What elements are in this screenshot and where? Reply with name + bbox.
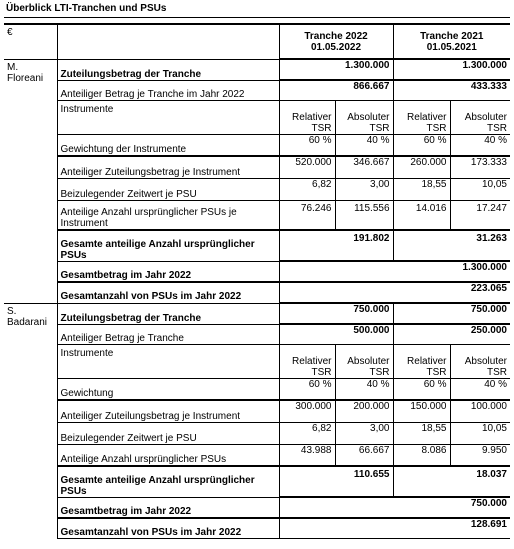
tranche-2021-label: Tranche 2021 bbox=[420, 30, 484, 42]
tranche-2022-header bbox=[279, 24, 393, 59]
row-label: Beizulegender Zeitwert je PSU bbox=[57, 422, 279, 444]
cell-value: 200.000 bbox=[335, 400, 393, 422]
table-row bbox=[4, 518, 510, 538]
cell-value: 60 % bbox=[393, 378, 450, 400]
row-label: Gewichtung bbox=[57, 378, 279, 400]
table-row bbox=[4, 100, 510, 134]
cell-value: 100.000 bbox=[450, 400, 510, 422]
row-label: Gesamtbetrag im Jahr 2022 bbox=[57, 497, 279, 518]
cell-value: 60 % bbox=[279, 378, 335, 400]
tranche-2021-date: 01.05.2021 bbox=[426, 41, 477, 53]
cell-value: 115.556 bbox=[335, 200, 393, 230]
cell-value: 10,05 bbox=[450, 178, 510, 200]
cell-value: 9.950 bbox=[450, 444, 510, 466]
tranche-2022-date: 01.05.2022 bbox=[310, 41, 362, 53]
row-label: Anteilige Anzahl ursprünglicher PSUs bbox=[57, 444, 279, 466]
row-label: Gewichtung der Instrumente bbox=[57, 134, 279, 156]
table-row bbox=[4, 230, 510, 261]
cell-value: 750.000 bbox=[279, 497, 510, 518]
row-label: Beizulegender Zeitwert je PSU bbox=[57, 178, 279, 200]
cell-value: 10,05 bbox=[450, 422, 510, 444]
cell-value: 40 % bbox=[335, 134, 393, 156]
row-label: Zuteilungsbetrag der Tranche bbox=[57, 303, 279, 324]
row-label: Zuteilungsbetrag der Tranche bbox=[57, 59, 279, 80]
tranche-2021-header bbox=[393, 24, 510, 59]
cell-value: Absoluter TSR bbox=[335, 344, 393, 378]
cell-value: 60 % bbox=[279, 134, 335, 156]
table-title: Überblick LTI-Tranchen und PSUs bbox=[6, 3, 167, 14]
title-rule bbox=[4, 17, 510, 18]
cell-value: Absoluter TSR bbox=[450, 100, 510, 134]
table-row bbox=[4, 134, 510, 156]
cell-value: 433.333 bbox=[393, 80, 510, 100]
row-label: Gesamte anteilige Anzahl ursprünglicher PSUs bbox=[57, 230, 279, 261]
cell-value: 60 % bbox=[393, 134, 450, 156]
cell-value: 6,82 bbox=[279, 422, 335, 444]
row-label: Gesamtanzahl von PSUs im Jahr 2022 bbox=[57, 282, 279, 302]
row-label: Anteilige Anzahl ursprünglicher PSUs je Instrument bbox=[57, 200, 279, 230]
cell-value: 500.000 bbox=[279, 324, 393, 344]
table-row bbox=[4, 178, 510, 200]
cell-value: 3,00 bbox=[335, 178, 393, 200]
cell-value: 223.065 bbox=[279, 282, 510, 302]
cell-value: 1.300.000 bbox=[279, 59, 393, 80]
cell-value: 300.000 bbox=[279, 400, 335, 422]
cell-value: Absoluter TSR bbox=[450, 344, 510, 378]
row-label: Anteiliger Betrag je Tranche bbox=[57, 324, 279, 344]
row-label: Anteiliger Zuteilungsbetrag je Instrument bbox=[57, 400, 279, 422]
table-row bbox=[4, 422, 510, 444]
table-row bbox=[4, 303, 510, 324]
cell-value: 31.263 bbox=[393, 230, 510, 261]
table-row bbox=[4, 378, 510, 400]
cell-value: 8.086 bbox=[393, 444, 450, 466]
row-label: Gesamte anteilige Anzahl ursprünglicher PSUs bbox=[57, 466, 279, 497]
cell-value: 40 % bbox=[450, 378, 510, 400]
cell-value: 18,55 bbox=[393, 178, 450, 200]
person-name: S. Badarani bbox=[4, 303, 57, 538]
header-row bbox=[4, 24, 510, 59]
table-row bbox=[4, 200, 510, 230]
cell-value: 14.016 bbox=[393, 200, 450, 230]
table-row bbox=[4, 344, 510, 378]
row-label: Instrumente bbox=[57, 100, 279, 134]
currency-label: € bbox=[4, 24, 57, 59]
cell-value: 150.000 bbox=[393, 400, 450, 422]
cell-value: 866.667 bbox=[279, 80, 393, 100]
row-label: Anteiliger Zuteilungsbetrag je Instrument bbox=[57, 156, 279, 178]
table-row bbox=[4, 400, 510, 422]
cell-value: 43.988 bbox=[279, 444, 335, 466]
cell-value: Relativer TSR bbox=[393, 100, 450, 134]
row-label: Gesamtbetrag im Jahr 2022 bbox=[57, 261, 279, 282]
table-row bbox=[4, 444, 510, 466]
table-row bbox=[4, 80, 510, 100]
cell-value: 40 % bbox=[450, 134, 510, 156]
cell-value: 66.667 bbox=[335, 444, 393, 466]
cell-value: 3,00 bbox=[335, 422, 393, 444]
cell-value: 346.667 bbox=[335, 156, 393, 178]
row-label: Gesamtanzahl von PSUs im Jahr 2022 bbox=[57, 518, 279, 538]
cell-value: 750.000 bbox=[279, 303, 393, 324]
row-label: Instrumente bbox=[57, 344, 279, 378]
cell-value: 1.300.000 bbox=[279, 261, 510, 282]
person-name: M. Floreani bbox=[4, 59, 57, 303]
table-row bbox=[4, 466, 510, 497]
cell-value: 260.000 bbox=[393, 156, 450, 178]
table-row bbox=[4, 282, 510, 302]
cell-value: 76.246 bbox=[279, 200, 335, 230]
cell-value: 17.247 bbox=[450, 200, 510, 230]
table-row bbox=[4, 156, 510, 178]
cell-value: 250.000 bbox=[393, 324, 510, 344]
cell-value: 520.000 bbox=[279, 156, 335, 178]
cell-value: 40 % bbox=[335, 378, 393, 400]
cell-value: Relativer TSR bbox=[393, 344, 450, 378]
lti-table bbox=[4, 23, 510, 539]
table-row bbox=[4, 324, 510, 344]
cell-value: Relativer TSR bbox=[279, 344, 335, 378]
cell-value: 110.655 bbox=[279, 466, 393, 497]
cell-value: Relativer TSR bbox=[279, 100, 335, 134]
table-row bbox=[4, 261, 510, 282]
cell-value: 191.802 bbox=[279, 230, 393, 261]
cell-value: 1.300.000 bbox=[393, 59, 510, 80]
tranche-2022-label: Tranche 2022 bbox=[304, 30, 368, 42]
cell-value: 18,55 bbox=[393, 422, 450, 444]
cell-value: 173.333 bbox=[450, 156, 510, 178]
cell-value: Absoluter TSR bbox=[335, 100, 393, 134]
row-label: Anteiliger Betrag je Tranche im Jahr 2022 bbox=[57, 80, 279, 100]
table-row bbox=[4, 59, 510, 80]
cell-value: 750.000 bbox=[393, 303, 510, 324]
cell-value: 18.037 bbox=[393, 466, 510, 497]
table-row bbox=[4, 497, 510, 518]
cell-value: 128.691 bbox=[279, 518, 510, 538]
cell-value: 6,82 bbox=[279, 178, 335, 200]
